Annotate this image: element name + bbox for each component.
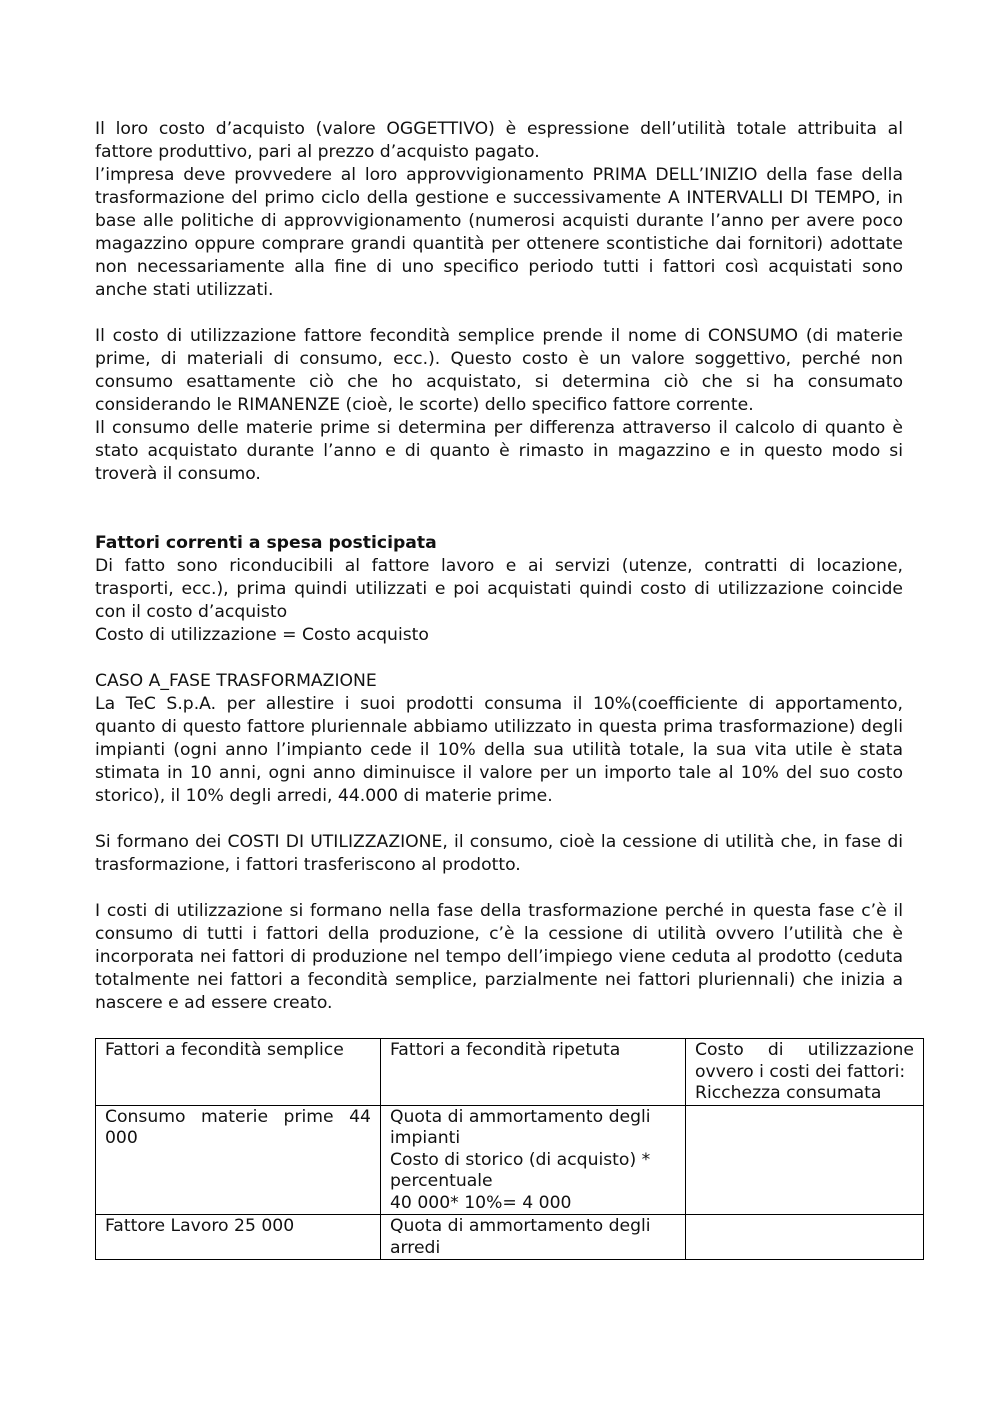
paragraph: I costi di utilizzazione si formano nella fase della trasformazione perché in questa fase c’è il consumo di tutti i fattori della produzione, c’è la cessione di utilità ovvero l’utilità che è incorporata nei fattori di produzione nel tempo dell’impiego viene ceduta al prodotto (ceduta totalmente nei fattori a fecondità semplice, parzialmente nei fattori pluriennali) che inizia a nascere e ad essere creato. bbox=[95, 901, 903, 1013]
paragraph: Si formano dei COSTI DI UTILIZZAZIONE, il consumo, cioè la cessione di utilità che, in fase di trasformazione, i fattori trasferiscono al prodotto. bbox=[95, 832, 903, 875]
paragraph: Di fatto sono riconducibili al fattore lavoro e ai servizi (utenze, contratti di locazione, trasporti, ecc.), prima quindi utilizzati e poi acquistati quindi costo di utilizzazione coincide con il costo d’acquisto bbox=[95, 556, 903, 622]
table-cell bbox=[686, 1105, 924, 1215]
document-page bbox=[95, 118, 914, 1260]
table-header-row bbox=[96, 1039, 924, 1106]
table-cell bbox=[686, 1215, 924, 1260]
table-row bbox=[96, 1105, 924, 1215]
table-cell: Fattori a fecondità ripetuta bbox=[381, 1039, 686, 1106]
paragraph: Il loro costo d’acquisto (valore OGGETTIVO) è espressione dell’utilità totale attribuita al fattore produttivo, pari al prezzo d’acquisto pagato. bbox=[95, 119, 903, 162]
paragraph: Il consumo delle materie prime si determina per differenza attraverso il calcolo di quanto è stato acquistato durante l’anno e di quanto è rimasto in magazzino e in questo modo si troverà il consumo. bbox=[95, 418, 903, 484]
case-heading: CASO A_FASE TRASFORMAZIONE bbox=[95, 671, 377, 691]
paragraph: La TeC S.p.A. per allestire i suoi prodotti consuma il 10%(coefficiente di apportamento, quanto di questo fattore pluriennale abbiamo utilizzato in questa prima trasformazione) degli impianti (ogni anno l’impianto cede il 10% della sua utilità totale, la sua vita utile è stata stimata in 10 anni, ogni anno diminuisce il valore per un importo tale al 10% del suo costo storico), il 10% degli arredi, 44.000 di materie prime. bbox=[95, 694, 903, 806]
table-cell: Quota di ammortamento degli impianti Costo di storico (di acquisto) * percentuale 40 000* 10%= 4 000 bbox=[381, 1105, 686, 1215]
paragraph: Il costo di utilizzazione fattore fecondità semplice prende il nome di CONSUMO (di materie prime, di materiali di consumo, ecc.). Questo costo è un valore soggettivo, perché non consumo esattamente ciò che ho acquistato, si determina ciò che si ha consumato considerando le RIMANENZE (cioè, le scorte) dello specifico fattore corrente. bbox=[95, 326, 903, 415]
table-row bbox=[96, 1215, 924, 1260]
table-cell: Fattore Lavoro 25 000 bbox=[96, 1215, 381, 1260]
table-cell: Costo di utilizzazione ovvero i costi dei fattori: Ricchezza consumata bbox=[686, 1039, 924, 1106]
table-cell: Fattori a fecondità semplice bbox=[96, 1039, 381, 1106]
cost-table bbox=[95, 1038, 924, 1260]
table-cell: Quota di ammortamento degli arredi bbox=[381, 1215, 686, 1260]
table-cell: Consumo materie prime 44 000 bbox=[96, 1105, 381, 1215]
section-heading: Fattori correnti a spesa posticipata bbox=[95, 533, 437, 553]
paragraph: l’impresa deve provvedere al loro approvvigionamento PRIMA DELL’INIZIO della fase della trasformazione del primo ciclo della gestione e successivamente A INTERVALLI DI TEMPO, in base alle politiche di approvvigionamento (numerosi acquisti durante l’anno per avere poco magazzino oppure comprare grandi quantità per ottenere scontistiche dai fornitori) adottate non necessariamente alla fine di uno specifico periodo tutti i fattori così acquistati sono anche stati utilizzati. bbox=[95, 165, 903, 300]
formula-line: Costo di utilizzazione = Costo acquisto bbox=[95, 625, 429, 645]
